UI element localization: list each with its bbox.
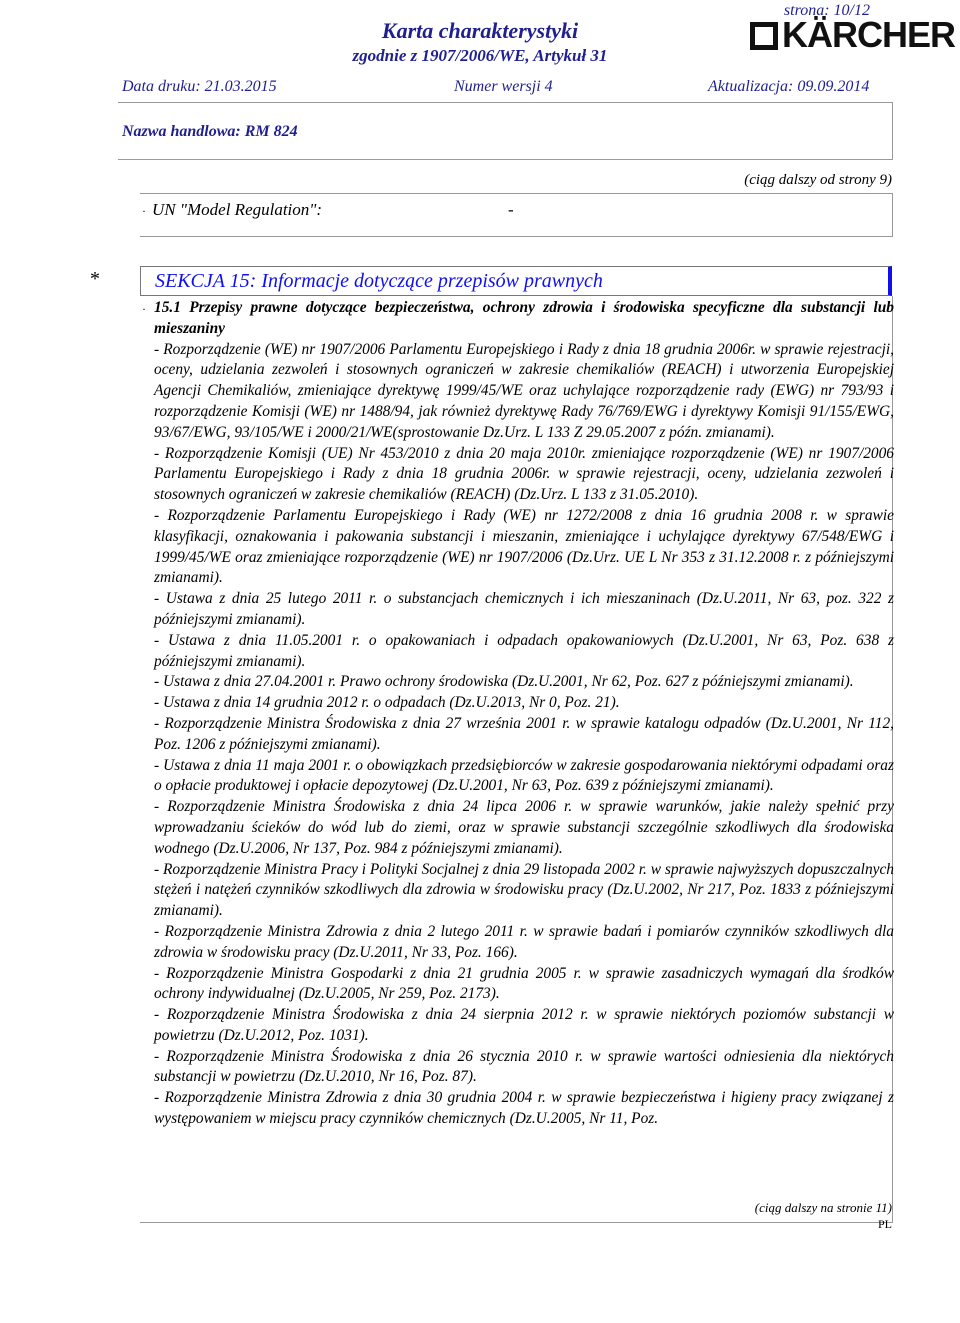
logo-text: KÄRCHER — [782, 14, 955, 55]
product-name: Nazwa handlowa: RM 824 — [122, 123, 298, 140]
change-marker: * — [90, 268, 100, 290]
un-regulation-label: UN "Model Regulation": — [152, 200, 323, 219]
regulation-item: - Rozporządzenie Komisji (UE) Nr 453/2010 z dnia 20 maja 2010r. zmieniające rozporządzenie (WE) nr 1907/2006 Parlamentu Europejskiego i Rady z dnia 18 grudnia 2006r. w sprawie rejestracji, oceny, udzielania zezwoleń i stosownych ograniczeń w zakresie chemikaliów (REACH) (Dz.Urz. L 133 z 31.05.2010). — [154, 444, 894, 504]
update-date: Aktualizacja: 09.09.2014 — [708, 78, 870, 95]
version-number: Numer wersji 4 — [454, 78, 553, 95]
regulation-item: - Rozporządzenie Ministra Zdrowia z dnia 2 lutego 2011 r. w sprawie badań i pomiarów czynników szkodliwych dla zdrowia w środowisku pracy (Dz.U.2011, Nr 33, Poz. 166). — [154, 922, 894, 961]
regulation-item: - Rozporządzenie Parlamentu Europejskiego i Rady (WE) nr 1272/2008 z dnia 16 grudnia 2008 r. w sprawie klasyfikacji, oznakowania i pakowania substancji i mieszanin, zmieniające i uchylające dyrektywy 67/548/EWG i 1999/45/WE oraz zmieniające rozporządzenie (WE) nr 1907/2006 (Dz.Urz. UE L Nr 353 z 31.12.2008 r. z późniejszymi zmianami). — [154, 506, 894, 587]
regulation-item: - Ustawa z dnia 27.04.2001 r. Prawo ochrony środowiska (Dz.U.2001, Nr 62, Poz. 627 z późniejszymi zmianami). — [154, 673, 854, 691]
bullet: · — [142, 204, 146, 218]
section-content — [154, 298, 894, 1130]
regulation-item: - Rozporządzenie Ministra Środowiska z dnia 24 lipca 2006 r. w sprawie warunków, jakie należy spełnić przy wprowadzaniu ścieków do wód lub do ziemi, oraz w sprawie substancji szczególnie szkodliwych dla środowiska wodnego (Dz.U.2006, Nr 137, Poz. 984 z późniejszymi zmianami). — [154, 798, 894, 857]
logo-square-icon — [750, 22, 778, 50]
document-title: Karta charakterystyki — [381, 18, 579, 43]
continuation-from: (ciąg dalszy od strony 9) — [744, 172, 892, 188]
karcher-logo — [750, 14, 955, 55]
un-regulation-box — [140, 193, 893, 237]
regulation-item: - Rozporządzenie Ministra Środowiska z dnia 26 stycznia 2010 r. w sprawie wartości odniesienia dla niektórych substancji w powietrzu (Dz.U.2010, Nr 16, Poz. 87). — [154, 1047, 894, 1086]
continuation-to: (ciąg dalszy na stronie 11) — [754, 1200, 892, 1215]
regulation-item: - Rozporządzenie Ministra Gospodarki z dnia 21 grudnia 2005 r. w sprawie zasadniczych wymagań dla środków ochrony indywidualnej (Dz.U.2005, Nr 259, Poz. 2173). — [154, 964, 894, 1003]
regulation-item: - Rozporządzenie Ministra Zdrowia z dnia 30 grudnia 2004 r. w sprawie bezpieczeństwa i higieny pracy związanej z występowaniem w miejscu pracy czynników chemicznych (Dz.U.2005, Nr 11, Poz. — [154, 1089, 894, 1128]
section-heading: SEKCJA 15: Informacje dotyczące przepisów prawnych — [155, 270, 603, 292]
section-heading-bar — [140, 266, 892, 296]
regulation-item: - Rozporządzenie Ministra Środowiska z dnia 24 sierpnia 2012 r. w sprawie niektórych poziomów substancji w powietrzu (Dz.U.2012, Poz. 1031). — [154, 1006, 894, 1044]
regulation-item: - Ustawa z dnia 11 maja 2001 r. o obowiązkach przedsiębiorców w zakresie gospodarowania niektórymi odpadami oraz o opłacie produktowej i opłacie depozytowej (Dz.U.2001, Nr 63, Poz. 639 z późniejszymi zmianami). — [154, 756, 894, 795]
bullet: · — [142, 302, 146, 316]
regulation-item: - Ustawa z dnia 25 lutego 2011 r. o substancjach chemicznych i ich mieszaninach (Dz.U.2011, Nr 63, poz. 322 z późniejszymi zmianami). — [154, 590, 894, 628]
print-date: Data druku: 21.03.2015 — [122, 78, 277, 95]
document-subtitle: zgodnie z 1907/2006/WE, Artykuł 31 — [352, 46, 608, 65]
subsection-heading: 15.1 Przepisy prawne dotyczące bezpieczeństwa, ochrony zdrowia i środowiska specyficzne dla substancji lub mieszaniny — [154, 299, 894, 337]
language-code: PL — [877, 1217, 892, 1231]
un-regulation-value: - — [508, 200, 514, 219]
page-number: strona: 10/12 — [783, 2, 870, 19]
regulation-item: - Ustawa z dnia 14 grudnia 2012 r. o odpadach (Dz.U.2013, Nr 0, Poz. 21). — [154, 694, 620, 712]
regulation-item: - Ustawa z dnia 11.05.2001 r. o opakowaniach i odpadach opakowaniowych (Dz.U.2001, Nr 63, Poz. 638 z późniejszymi zmianami). — [154, 631, 894, 670]
regulation-item: - Rozporządzenie Ministra Środowiska z dnia 27 września 2001 r. w sprawie katalogu odpadów (Dz.U.2001, Nr 112, Poz. 1206 z późniejszymi zmianami). — [154, 714, 894, 753]
regulation-item: - Rozporządzenie Ministra Pracy i Polityki Socjalnej z dnia 29 listopada 2002 r. w sprawie najwyższych dopuszczalnych stężeń i natężeń czynników szkodliwych dla zdrowia w środowisku pracy (Dz.U.2002, Nr 217, Poz. 1833 z późniejszymi zmianami). — [154, 860, 894, 920]
regulation-item: - Rozporządzenie (WE) nr 1907/2006 Parlamentu Europejskiego i Rady z dnia 18 grudnia 2006r. w sprawie rejestracji, oceny, udzielania zezwoleń i stosownych ograniczeń w zakresie chemikaliów (REACH) i utworzenia Europejskiej Agencji Chemikaliów, zmieniające dyrektywę 1999/45/WE oraz uchylające rozporządzenie rady (EWG) nr 793/93 i rozporządzenie Komisji (WE) nr 1488/94, jak również dyrektywę Rady 76/769/EWG i dyrektywy Komisji 91/155/EWG, 93/67/EWG, 93/105/WE i 2000/21/WE(sprostowanie Dz.Urz. L 133 Z 29.05.2007 z późn. zmianami). — [154, 340, 894, 441]
product-name-box — [118, 102, 893, 160]
